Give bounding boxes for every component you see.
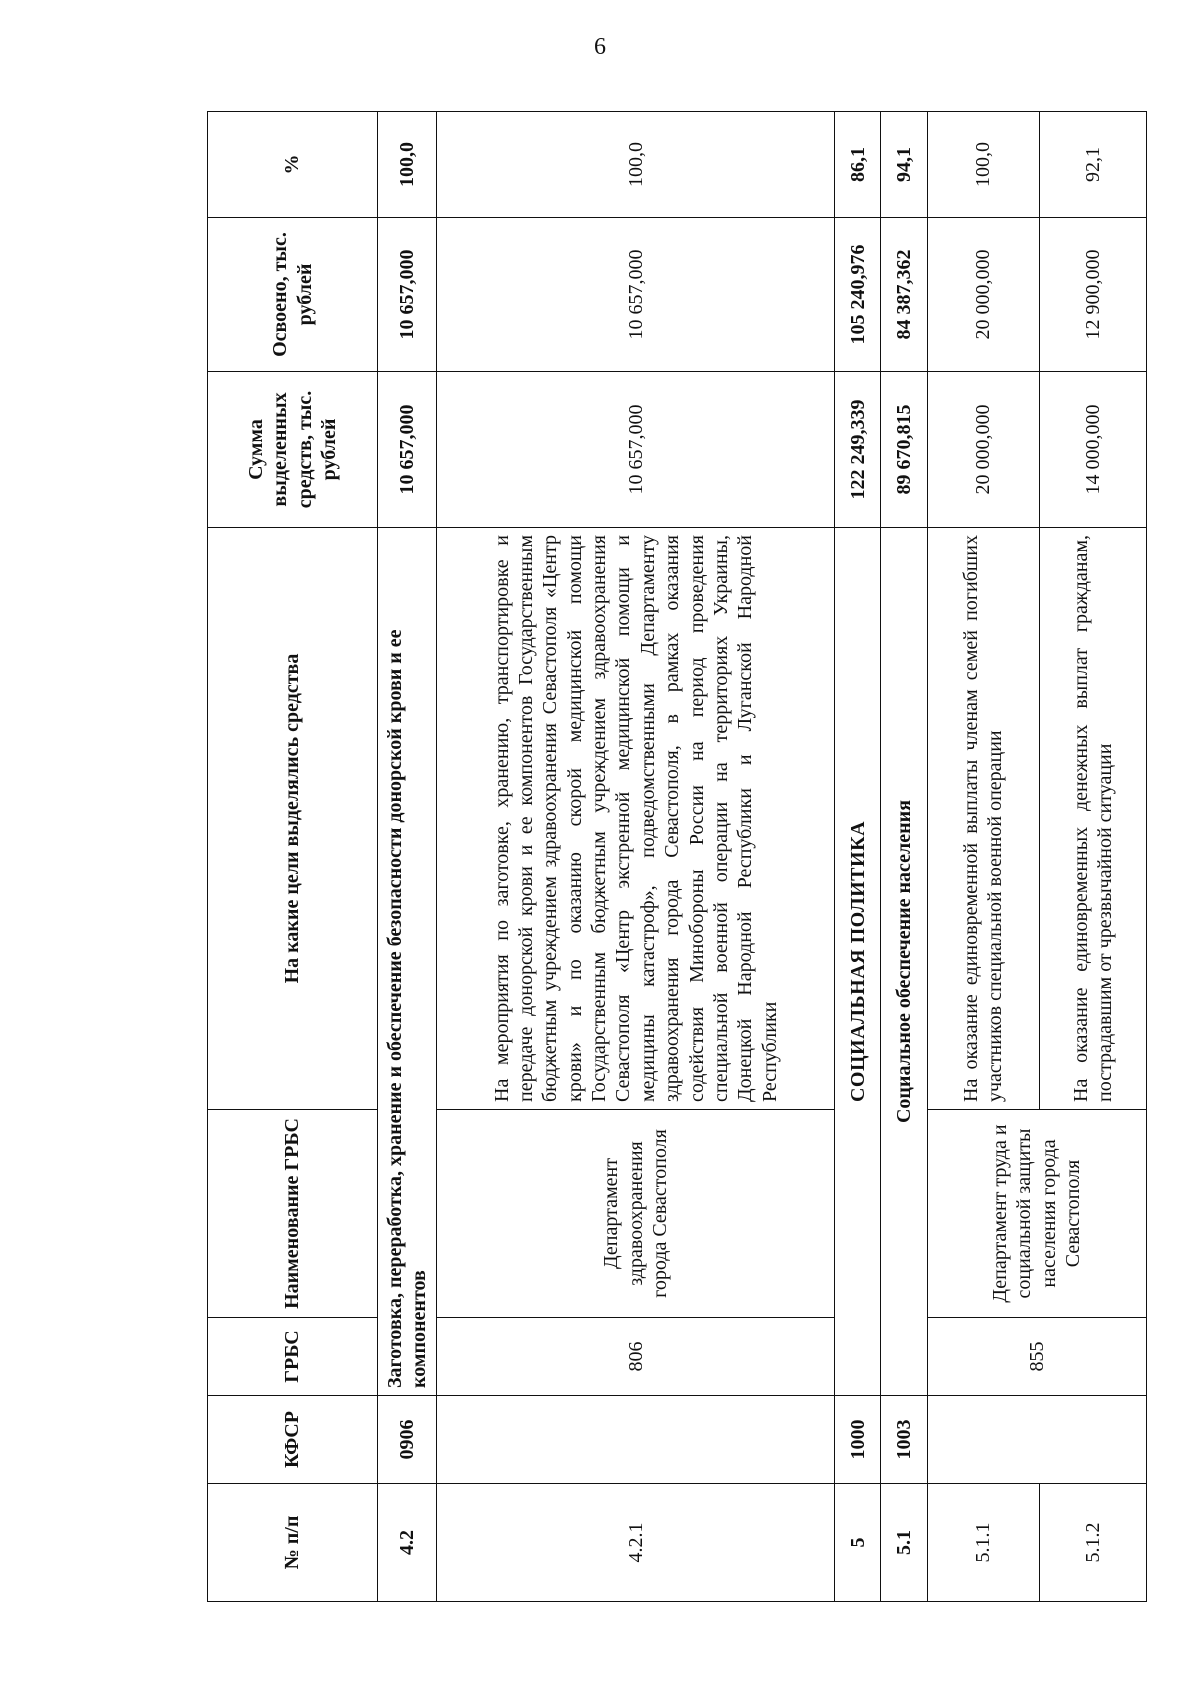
row-num: 4.2 bbox=[378, 1484, 437, 1602]
header-grbs-name: Наименование ГРБС bbox=[208, 1110, 378, 1318]
row-allocated: 10 657,000 bbox=[437, 372, 835, 528]
header-kfsr: КФСР bbox=[208, 1396, 378, 1484]
row-purpose: На мероприятия по заготовке, хранению, транспортировке и передаче донорской крови и ее компонентов Государственным бюджетным учреждением здравоохранения Севастополя «Центр крови» и по оказанию скорой медицинской помощи Государственным бюджетным учреждением здравоохранения Севастополя «Центр экстренной медицинской помощи и медицины катастроф», подведомственными Департаменту здравоохранения города Севастополя, в рамках оказания содействия Минобороны России на период проведения специальной военной операции на территориях Украины, Донецкой Народной Республики и Луганской Народной Республики bbox=[437, 528, 835, 1110]
row-grbs: 806 bbox=[437, 1318, 835, 1396]
header-grbs: ГРБС bbox=[208, 1318, 378, 1396]
row-kfsr bbox=[437, 1396, 835, 1484]
row-grbs-name: Департамент здравоохранения города Севастополя bbox=[437, 1110, 835, 1318]
table-row-5-1 bbox=[881, 112, 927, 1602]
table-row-4-2 bbox=[378, 112, 437, 1602]
row-section-title: Заготовка, переработка, хранение и обеспечение безопасности донорской крови и ее компонентов bbox=[378, 528, 437, 1396]
row-spent: 10 657,000 bbox=[378, 218, 437, 372]
row-section-title: Социальное обеспечение населения bbox=[881, 528, 927, 1396]
row-spent: 10 657,000 bbox=[437, 218, 835, 372]
row-spent: 12 900,000 bbox=[1040, 218, 1147, 372]
row-percent: 100,0 bbox=[927, 112, 1040, 218]
table-header-row bbox=[208, 112, 378, 1602]
table-row-5 bbox=[835, 112, 881, 1602]
row-allocated: 89 670,815 bbox=[881, 372, 927, 528]
row-num: 5.1 bbox=[881, 1484, 927, 1602]
row-purpose: На оказание единовременной выплаты членам семей погибших участников специальной военной операции bbox=[927, 528, 1040, 1110]
row-percent: 92,1 bbox=[1040, 112, 1147, 218]
header-percent: % bbox=[208, 112, 378, 218]
header-spent: Освоено, тыс. рублей bbox=[208, 218, 378, 372]
row-num: 5.1.1 bbox=[927, 1484, 1040, 1602]
row-percent: 100,0 bbox=[378, 112, 437, 218]
row-num: 5.1.2 bbox=[1040, 1484, 1147, 1602]
row-kfsr: 0906 bbox=[378, 1396, 437, 1484]
header-allocated: Сумма выделенных средств, тыс. рублей bbox=[208, 372, 378, 528]
row-percent: 94,1 bbox=[881, 112, 927, 218]
table-row-5-1-1 bbox=[927, 112, 1040, 1602]
row-allocated: 20 000,000 bbox=[927, 372, 1040, 528]
row-section-title: СОЦИАЛЬНАЯ ПОЛИТИКА bbox=[835, 528, 881, 1396]
spending-table bbox=[207, 111, 1147, 1602]
row-grbs: 855 bbox=[927, 1318, 1146, 1396]
header-num: № п/п bbox=[208, 1484, 378, 1602]
row-allocated: 122 249,339 bbox=[835, 372, 881, 528]
table-row-4-2-1 bbox=[437, 112, 835, 1602]
row-num: 4.2.1 bbox=[437, 1484, 835, 1602]
row-num: 5 bbox=[835, 1484, 881, 1602]
rotated-table-container bbox=[207, 112, 1147, 1602]
row-spent: 20 000,000 bbox=[927, 218, 1040, 372]
header-purpose: На какие цели выделялись средства bbox=[208, 528, 378, 1110]
page-number: 6 bbox=[594, 34, 606, 60]
row-allocated: 14 000,000 bbox=[1040, 372, 1147, 528]
row-kfsr bbox=[927, 1396, 1146, 1484]
row-allocated: 10 657,000 bbox=[378, 372, 437, 528]
row-kfsr: 1000 bbox=[835, 1396, 881, 1484]
row-kfsr: 1003 bbox=[881, 1396, 927, 1484]
row-spent: 105 240,976 bbox=[835, 218, 881, 372]
row-percent: 86,1 bbox=[835, 112, 881, 218]
row-spent: 84 387,362 bbox=[881, 218, 927, 372]
row-grbs-name: Департамент труда и социальной защиты населения города Севастополя bbox=[927, 1110, 1146, 1318]
row-percent: 100,0 bbox=[437, 112, 835, 218]
row-purpose: На оказание единовременных денежных выплат гражданам, пострадавшим от чрезвычайной ситуации bbox=[1040, 528, 1147, 1110]
